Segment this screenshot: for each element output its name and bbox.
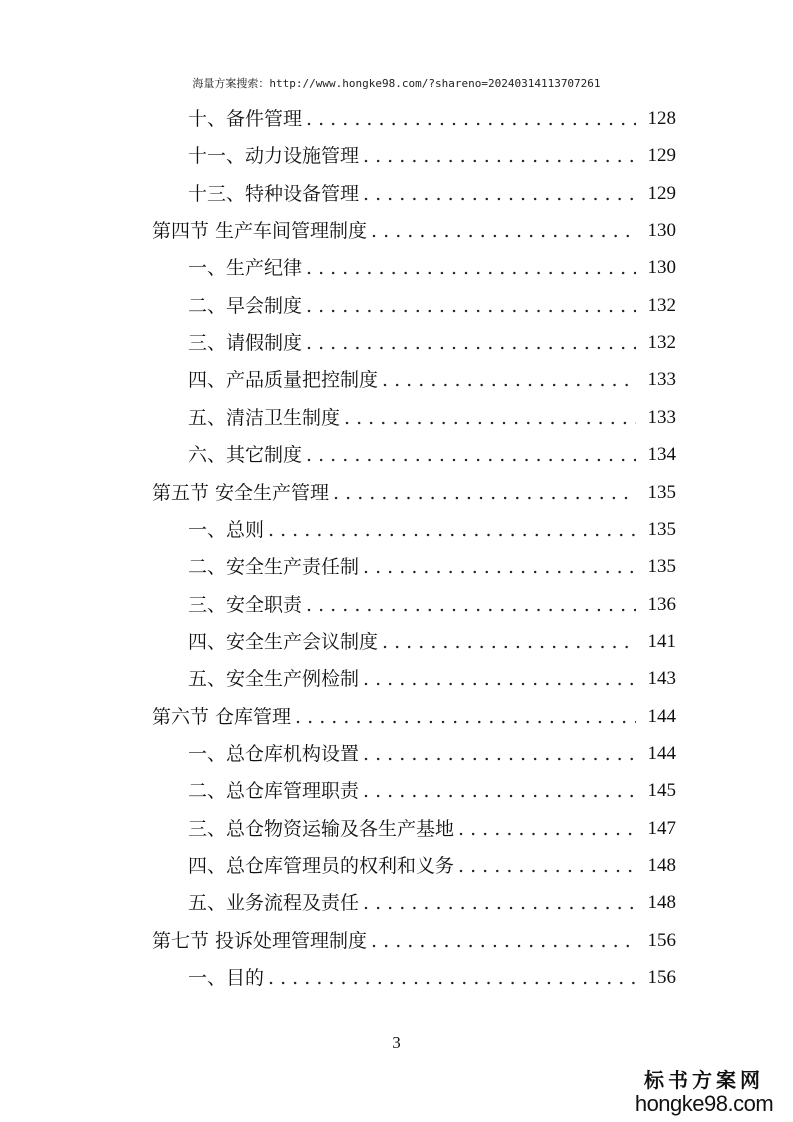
toc-dot-leader [363,661,636,697]
toc-dot-leader [268,512,636,548]
toc-item-row[interactable] [188,400,676,436]
toc-entry-page: 135 [647,556,676,578]
toc-item-row[interactable] [188,138,676,174]
watermark-logo [629,1068,779,1116]
toc-item-row[interactable] [188,960,676,996]
toc-entry-title: 二、早会制度 [188,294,303,317]
toc-entry-page: 130 [647,220,676,242]
toc-entry-page: 144 [647,742,676,764]
toc-dot-leader [268,960,636,996]
toc-dot-leader [382,624,636,660]
toc-entry-page: 132 [647,332,676,354]
toc-item-row[interactable] [188,250,676,286]
toc-dot-leader [363,549,636,585]
toc-entry-title: 一、总仓库机构设置 [188,742,360,765]
toc-dot-leader [306,587,636,623]
toc-entry-page: 156 [647,967,676,989]
toc-dot-leader [371,213,636,249]
toc-entry-page: 148 [647,892,676,914]
toc-dot-leader [306,101,636,137]
toc-dot-leader [363,138,636,174]
toc-item-row[interactable] [188,101,676,137]
page-number: 3 [392,1033,401,1052]
toc-entry-page: 144 [647,705,676,727]
toc-section-row[interactable] [152,475,676,511]
toc-item-row[interactable] [188,661,676,697]
toc-item-row[interactable] [188,512,676,548]
toc-dot-leader [333,475,636,511]
toc-entry-title: 四、产品质量把控制度 [188,369,379,392]
toc-item-row[interactable] [188,811,676,847]
toc-entry-page: 133 [647,406,676,428]
toc-entry-page: 148 [647,855,676,876]
toc-dot-leader [363,736,636,772]
toc-section-row[interactable] [152,213,676,249]
toc-dot-leader [458,848,636,884]
toc-entry-title: 五、清洁卫生制度 [188,406,341,429]
toc-entry-title: 十、备件管理 [188,108,303,130]
toc-entry-page: 128 [647,108,676,129]
toc-item-row[interactable] [188,848,676,884]
toc-entry-title: 五、安全生产例检制 [188,668,360,691]
toc-entry-page: 143 [647,668,676,690]
toc-dot-leader [306,325,636,361]
toc-entry-page: 136 [647,593,676,615]
header-search-note: 海量方案搜索：http://www.hongke98.com/?shareno=20240314113707261 [192,77,601,90]
toc-item-row[interactable] [188,624,676,660]
toc-entry-title: 一、生产纪律 [188,257,303,280]
toc-entry-title: 十一、动力设施管理 [188,145,360,168]
toc-dot-leader [458,811,636,847]
toc-section-row[interactable] [152,923,676,959]
toc-dot-leader [371,923,636,959]
toc-item-row[interactable] [188,362,676,398]
watermark-title: 标书方案网 [644,1068,764,1092]
toc-entry-title: 第七节 投诉处理管理制度 [152,929,368,952]
toc-entry-page: 129 [647,145,676,167]
toc-entry-page: 135 [647,481,676,503]
toc-entry-page: 135 [647,518,676,540]
toc-entry-title: 一、总则 [188,518,265,541]
watermark-domain: hongke98.com [634,1091,774,1116]
toc-entry-title: 三、请假制度 [188,332,303,355]
toc-entry-page: 132 [647,294,676,316]
toc-entry-title: 第五节 安全生产管理 [152,481,330,504]
toc-entry-title: 三、总仓物资运输及各生产基地 [188,817,455,840]
toc-entry-page: 141 [647,630,676,652]
toc-item-row[interactable] [188,437,676,473]
toc-dot-leader [306,437,636,473]
toc-item-row[interactable] [188,325,676,361]
toc-entry-page: 147 [647,817,676,839]
toc-section-row[interactable] [152,699,676,735]
toc-entry-title: 第六节 仓库管理 [152,705,292,728]
toc-item-row[interactable] [188,549,676,585]
toc-dot-leader [295,699,636,735]
toc-dot-leader [382,362,636,398]
toc-entry-title: 十三、特种设备管理 [188,182,360,205]
toc-item-row[interactable] [188,885,676,921]
toc-entry-page: 134 [647,444,676,466]
toc-dot-leader [306,250,636,286]
toc-entry-page: 145 [647,780,676,802]
toc-dot-leader [344,400,636,436]
toc-entry-title: 六、其它制度 [188,444,303,467]
toc-entry-title: 第四节 生产车间管理制度 [152,220,368,243]
toc-entry-title: 四、安全生产会议制度 [188,630,379,653]
toc-item-row[interactable] [188,587,676,623]
toc-entry-page: 156 [647,929,676,951]
toc-entry-page: 129 [647,182,676,204]
toc-item-row[interactable] [188,736,676,772]
toc-dot-leader [363,176,636,212]
toc-entry-title: 三、安全职责 [188,593,303,616]
toc-entry-title: 四、总仓库管理员的权利和义务 [188,855,455,877]
toc-dot-leader [306,288,636,324]
toc-entry-title: 二、安全生产责任制 [188,556,360,579]
toc-item-row[interactable] [188,288,676,324]
toc-entry-title: 一、目的 [188,967,265,990]
toc-entry-page: 133 [647,369,676,391]
toc-entry-title: 二、总仓库管理职责 [188,780,360,803]
toc-dot-leader [363,773,636,809]
toc-item-row[interactable] [188,176,676,212]
toc-item-row[interactable] [188,773,676,809]
toc-entry-title: 五、业务流程及责任 [188,892,360,915]
toc-entry-page: 130 [647,257,676,279]
toc-dot-leader [363,885,636,921]
